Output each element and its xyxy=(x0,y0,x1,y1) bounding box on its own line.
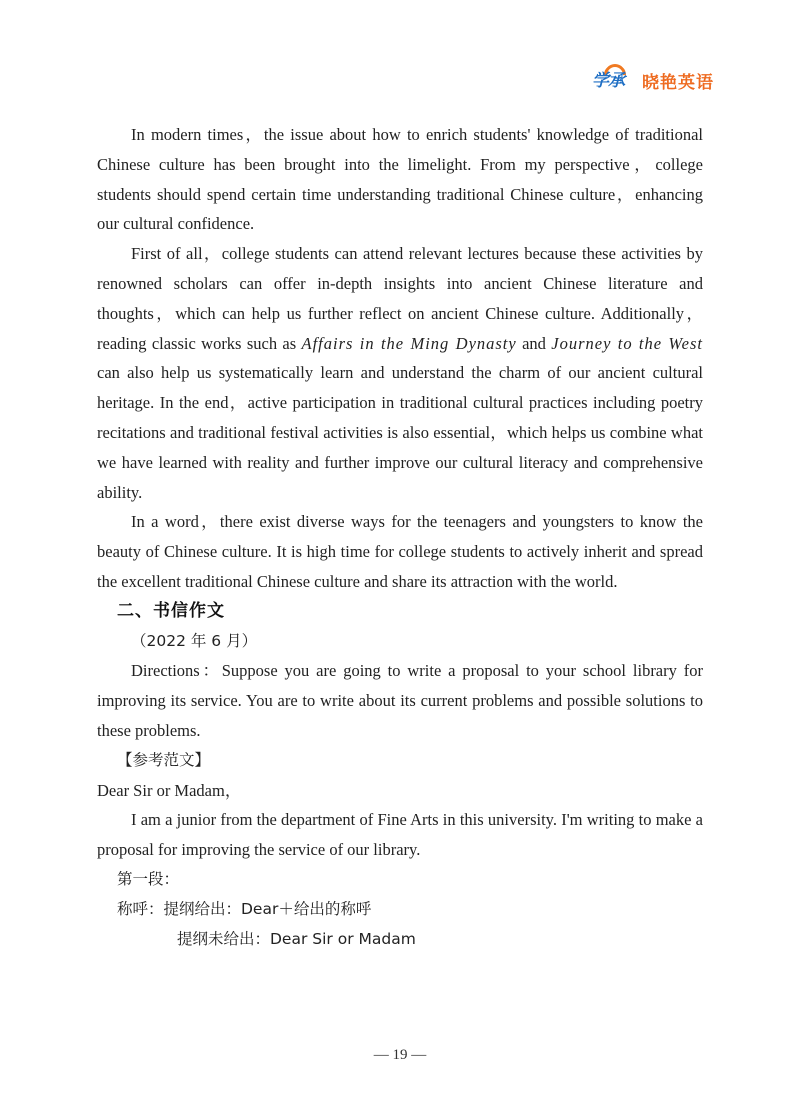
body-text-part1: First of all，college students can attend relevant lectures because these activities by renowned scholars can offer in-depth insights into ancient Chinese literature and thoughts，which can help us further reflect on ancient Chinese culture. Additionally，reading classic works such as xyxy=(97,244,703,353)
directions: Directions：Suppose you are going to write a proposal to your school library for improving its service. You are to write about its current problems and possible solutions to these problems. xyxy=(97,661,703,740)
section-heading: 二、书信作文 xyxy=(117,600,225,621)
essay-paragraph-conclusion: In a word，there exist diverse ways for the teenagers and youngsters to know the beauty of Chinese culture. It is high time for college students to actively inherit and spread the excellent traditional Chinese culture and share its attraction with the world. xyxy=(97,512,703,591)
book-title-ming-dynasty: Affairs in the Ming Dynasty xyxy=(301,333,517,353)
book-title-journey-west: Journey to the West xyxy=(551,333,703,353)
body-text-part3: can also help us systematically learn and understand the charm of our ancient cultural heritage. In the end，active participation in traditional cultural practices including poetry recitations and traditional festival activities is also essential，which helps us combine what we have learned with reality and further improve our cultural literacy and comprehensive ability. xyxy=(97,363,703,502)
note-line-given: 称呼：提纲给出：Dear＋给出的称呼 xyxy=(117,899,372,918)
page-number: — 19 — xyxy=(373,1047,427,1063)
exam-date: （2022 年 6 月） xyxy=(131,631,258,650)
letter-paragraph: I am a junior from the department of Fine Arts in this university. I'm writing to make a proposal for improving the service of our library. xyxy=(97,810,703,860)
note-title: 第一段： xyxy=(117,869,180,888)
publisher-logo xyxy=(592,62,714,92)
reference-label: 【参考范文】 xyxy=(117,750,211,769)
body-text-part2: and xyxy=(516,333,552,353)
logo-text: 晓艳英语 xyxy=(642,72,714,93)
letter-salutation: Dear Sir or Madam， xyxy=(97,780,242,800)
essay-paragraph-intro: In modern times，the issue about how to enrich students' knowledge of traditional Chinese culture has been brought into the limelight. From my perspective，college students should spend certain time understanding traditional Chinese culture，enhancing our cultural confidence. xyxy=(97,125,703,234)
logo-mark-text: 学承 xyxy=(592,71,624,91)
essay-paragraph-body xyxy=(97,239,703,507)
note-line-not-given: 提纲未给出：Dear Sir or Madam xyxy=(177,929,416,948)
logo-mark-icon xyxy=(592,63,638,91)
document-body xyxy=(97,120,703,954)
